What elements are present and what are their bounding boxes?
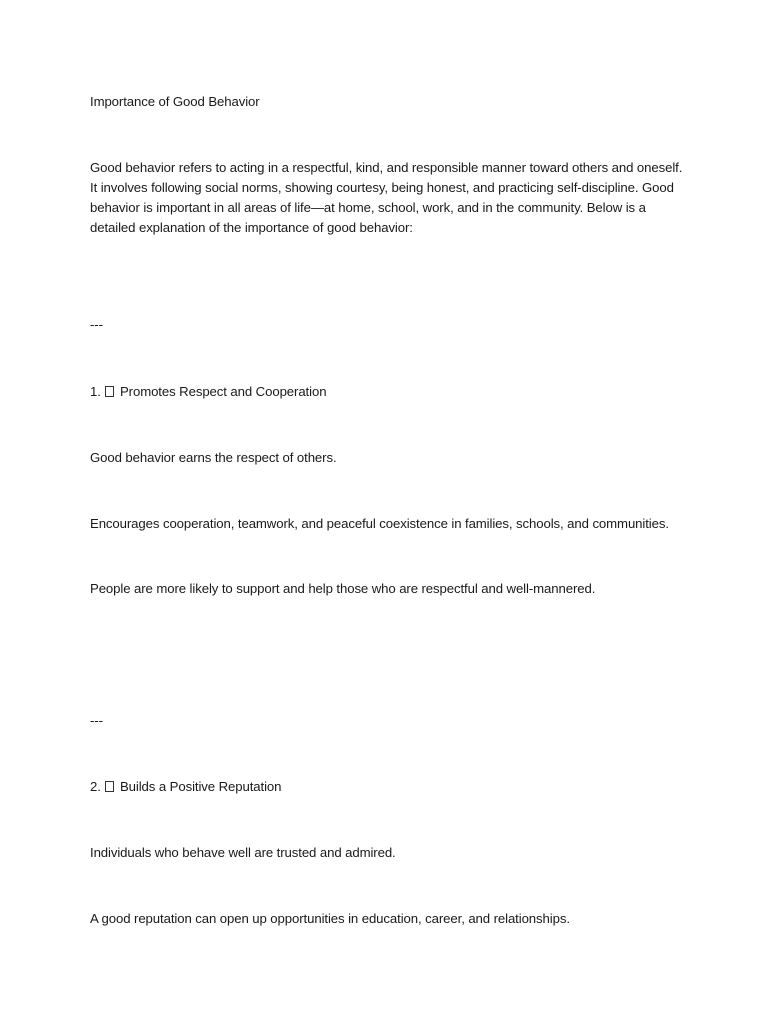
section-2-number: 2. — [90, 779, 101, 794]
section-2-title: Builds a Positive Reputation — [119, 779, 282, 794]
section-1-heading — [90, 382, 326, 402]
section-2-point-2: A good reputation can open up opportunities in education, career, and relationships. — [90, 911, 570, 926]
section-1-point-1: Good behavior earns the respect of others. — [90, 450, 337, 465]
intro-line-1: Good behavior refers to acting in a respectful, kind, and responsible manner toward others and oneself. — [90, 160, 683, 175]
section-1-title: Promotes Respect and Cooperation — [119, 384, 327, 399]
intro-line-3: behavior is important in all areas of life—at home, school, work, and in the community. Below is a — [90, 200, 646, 215]
section-1-point-3: People are more likely to support and help those who are respectful and well-mannered. — [90, 581, 596, 596]
document-title: Importance of Good Behavior — [90, 94, 260, 109]
separator-2: --- — [90, 713, 103, 728]
section-1-point-2: Encourages cooperation, teamwork, and peaceful coexistence in families, schools, and communities. — [90, 516, 669, 531]
section-2-point-1: Individuals who behave well are trusted and admired. — [90, 845, 396, 860]
missing-glyph-icon — [105, 386, 114, 397]
intro-line-2: It involves following social norms, showing courtesy, being honest, and practicing self-discipline. Good — [90, 180, 674, 195]
missing-glyph-icon — [105, 781, 114, 792]
section-1-number: 1. — [90, 384, 101, 399]
section-2-heading — [90, 777, 281, 797]
intro-line-4: detailed explanation of the importance of good behavior: — [90, 220, 413, 235]
separator-1: --- — [90, 317, 103, 332]
